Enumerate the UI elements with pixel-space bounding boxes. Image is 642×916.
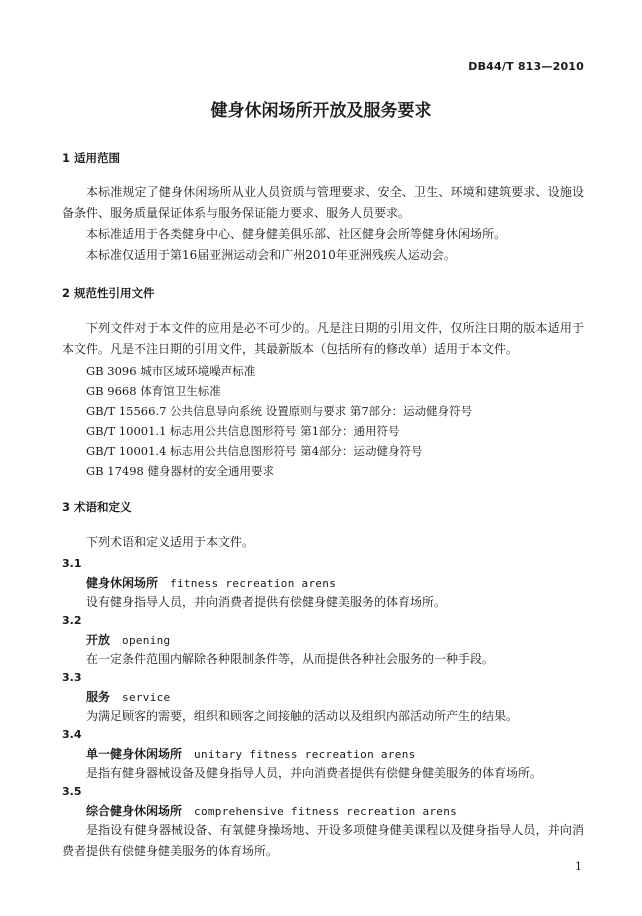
term-number: 3.4: [62, 728, 82, 741]
term-zh: 开放: [86, 633, 111, 647]
term-number: 3.5: [62, 785, 82, 798]
term-title: [62, 801, 608, 822]
term-number: 3.2: [62, 614, 82, 627]
term-zh: 单一健身休闲场所: [86, 747, 183, 761]
standard-code: DB44/T 813—2010: [468, 60, 584, 73]
term-number: 3.3: [62, 671, 82, 684]
term-en: comprehensive fitness recreation arens: [194, 805, 458, 818]
section-3-intro: [62, 532, 584, 553]
section-3-heading: 3 术语和定义: [62, 500, 132, 514]
document-title: 健身休闲场所开放及服务要求: [210, 101, 432, 121]
paragraph: 下列文件对于本文件的应用是必不可少的。凡是注日期的引用文件，仅所注日期的版本适用于本文件。凡是不注日期的引用文件，其最新版本（包括所有的修改单）适用于本文件。: [62, 321, 584, 356]
term-zh: 综合健身休闲场所: [86, 804, 183, 818]
term-definition: 是指有健身器械设备及健身指导人员，并向消费者提供有偿健身健美服务的体育场所。: [86, 766, 543, 780]
section-1-body: [62, 182, 584, 266]
term-title: [62, 573, 608, 594]
term-definition: 为满足顾客的需要，组织和顾客之间接触的活动以及组织内部活动所产生的结果。: [86, 709, 519, 723]
reference-item: GB/T 15566.7 公共信息导向系统 设置原则与要求 第7部分：运动健身符号: [86, 404, 473, 418]
term-title: [62, 744, 608, 765]
reference-item: GB/T 10001.4 标志用公共信息图形符号 第4部分：运动健身符号: [86, 444, 423, 458]
term-title: [62, 687, 608, 708]
reference-item: GB 9668 体育馆卫生标准: [86, 384, 221, 398]
section-2-body: [62, 318, 584, 481]
reference-item: GB 3096 城市区域环境噪声标准: [86, 364, 256, 378]
term-definition: 是指设有健身器械设备、有氧健身操场地、开设多项健身健美课程以及健身指导人员，并向消费者提供有偿健身健美服务的体育场所。: [62, 823, 584, 858]
reference-item: GB 17498 健身器材的安全通用要求: [86, 464, 275, 478]
term-en: opening: [122, 634, 171, 647]
term-definition: 设有健身指导人员，并向消费者提供有偿健身健美服务的体育场所。: [86, 595, 447, 609]
term-en: unitary fitness recreation arens: [194, 748, 416, 761]
term-number: 3.1: [62, 557, 82, 570]
section-2-heading: 2 规范性引用文件: [62, 286, 155, 300]
reference-item: GB/T 10001.1 标志用公共信息图形符号 第1部分：通用符号: [86, 424, 400, 438]
paragraph: 下列术语和定义适用于本文件。: [86, 535, 255, 549]
term-definition: 在一定条件范围内解除各种限制条件等，从而提供各种社会服务的一种手段。: [86, 652, 495, 666]
term-zh: 服务: [86, 690, 111, 704]
term-zh: 健身休闲场所: [86, 576, 159, 590]
paragraph: 本标准仅适用于第16届亚洲运动会和广州2010年亚洲残疾人运动会。: [86, 248, 456, 262]
term-title: [62, 630, 608, 651]
term-en: service: [122, 691, 171, 704]
section-1-heading: 1 适用范围: [62, 151, 121, 165]
paragraph: 本标准规定了健身休闲场所从业人员资质与管理要求、安全、卫生、环境和建筑要求、设施设备条件、服务质量保证体系与服务保证能力要求、服务人员要求。: [62, 185, 584, 220]
paragraph: 本标准适用于各类健身中心、健身健美俱乐部、社区健身会所等健身休闲场所。: [86, 227, 507, 241]
page-number: 1: [575, 860, 582, 873]
term-en: fitness recreation arens: [170, 577, 337, 590]
